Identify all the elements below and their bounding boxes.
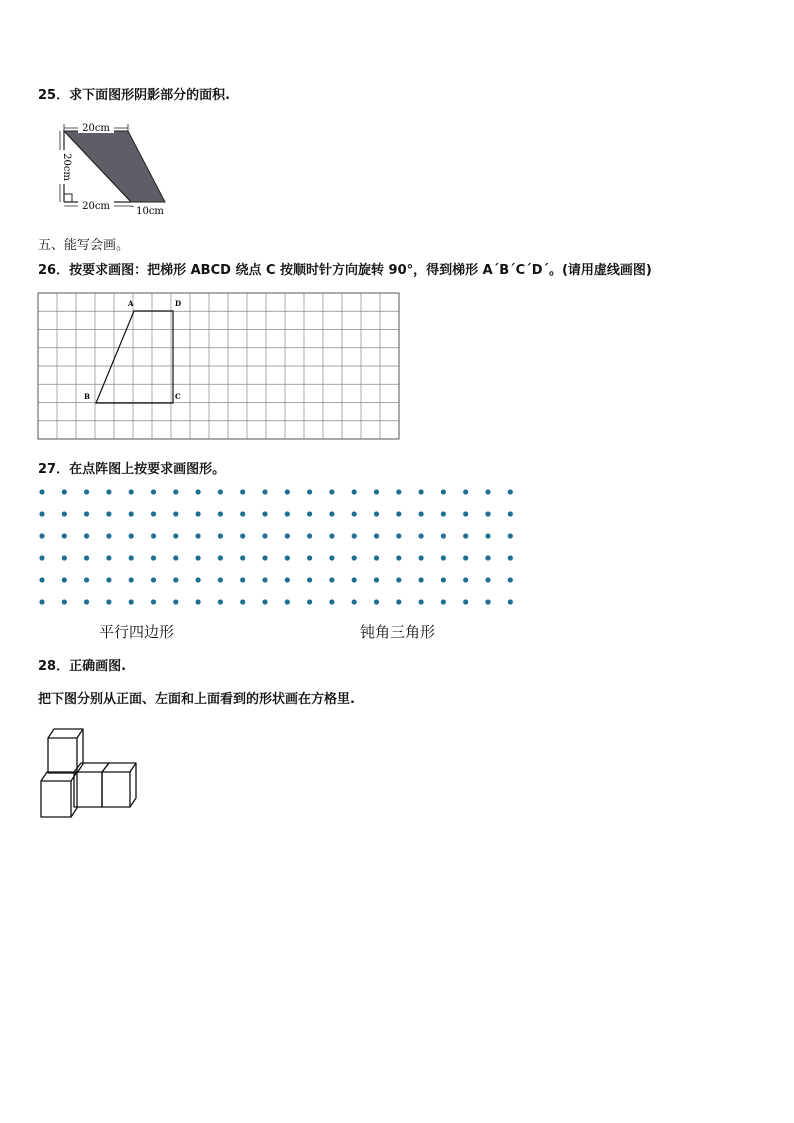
lattice-dot [218,555,223,560]
dot-lattice [30,484,520,610]
lattice-dot [307,555,312,560]
lattice-dot [285,599,290,604]
lattice-dot [441,511,446,516]
lattice-dot [151,555,156,560]
lattice-dot [196,555,201,560]
lattice-dot [329,555,334,560]
lattice-dot [508,555,513,560]
cube-top-front [48,738,77,773]
lattice-dot [84,577,89,582]
lattice-dot [419,599,424,604]
lattice-dot [396,599,401,604]
lattice-dot [307,489,312,494]
lattice-dot [218,511,223,516]
lattice-dot [240,599,245,604]
lattice-dot [173,555,178,560]
label-extra: 10cm [136,206,164,216]
point-label-d: D [175,299,182,308]
lattice-dot [151,577,156,582]
caption-parallelogram: 平行四边形 [99,623,175,641]
lattice-dot [240,577,245,582]
shaded-region [64,131,165,202]
lattice-dot [196,577,201,582]
lattice-dot [62,577,67,582]
lattice-dot [106,489,111,494]
lattice-dot [262,533,267,538]
lattice-dot [173,511,178,516]
lattice-dot [106,555,111,560]
lattice-dot [218,577,223,582]
caption-obtuse-triangle: 钝角三角形 [360,623,436,641]
point-label-a: A [128,299,134,308]
lattice-dot [106,511,111,516]
lattice-dot [419,511,424,516]
cube-top-top [48,729,83,738]
section-5-heading: 五、能写会画。 [38,238,130,253]
cube-stack-figure [38,726,138,821]
question-28-instruction: 把下图分别从正面、左面和上面看到的形状画在方格里. [38,692,355,707]
lattice-dot [419,489,424,494]
lattice-dot [285,511,290,516]
lattice-dot [285,533,290,538]
lattice-dot [419,555,424,560]
lattice-dot [262,577,267,582]
lattice-dot [441,533,446,538]
lattice-dot [485,599,490,604]
lattice-dot [307,533,312,538]
lattice-dot [84,555,89,560]
lattice-dot [485,577,490,582]
lattice-dot [62,533,67,538]
lattice-dot [262,511,267,516]
lattice-dot [307,511,312,516]
lattice-dot [463,577,468,582]
lattice-dot [285,489,290,494]
lattice-dot [419,577,424,582]
lattice-dot [196,511,201,516]
lattice-dot [374,599,379,604]
lattice-dot [374,533,379,538]
question-26-title: 26．按要求画图：把梯形 ABCD 绕点 C 按顺时针方向旋转 90°，得到梯形 A´B´C´D´。(请用虚线画图) [38,263,652,278]
lattice-dot [285,555,290,560]
lattice-dot [307,577,312,582]
lattice-dot [396,577,401,582]
lattice-dot [463,555,468,560]
lattice-dot [352,599,357,604]
lattice-dot [463,511,468,516]
lattice-dot [62,555,67,560]
lattice-dot [218,533,223,538]
point-label-c: C [175,392,181,401]
lattice-dot [508,489,513,494]
grid-lines [38,293,399,439]
question-25-title: 25．求下面图形阴影部分的面积. [38,88,231,103]
lattice-dot [508,577,513,582]
lattice-dot [329,533,334,538]
lattice-dot [441,555,446,560]
lattice-dot [151,533,156,538]
lattice-dot [240,511,245,516]
lattice-dot [285,577,290,582]
lattice-dot [151,511,156,516]
lattice-dot [129,555,134,560]
lattice-dot [39,577,44,582]
lattice-dot [441,599,446,604]
question-28-title: 28．正确画图. [38,659,127,674]
cube-middle [74,772,102,807]
lattice-dot [151,599,156,604]
lattice-dot [329,577,334,582]
lattice-dot [396,489,401,494]
lattice-dot [329,511,334,516]
lattice-dot [39,555,44,560]
lattice-dot [352,511,357,516]
lattice-dot [84,489,89,494]
lattice-dot [173,533,178,538]
lattice-dot [39,489,44,494]
lattice-dot [463,533,468,538]
lattice-dot [508,533,513,538]
lattice-dot [262,599,267,604]
lattice-dot [419,533,424,538]
lattice-dot [240,489,245,494]
lattice-dot [62,489,67,494]
cube-front-left [41,781,71,817]
lattice-dot [508,599,513,604]
lattice-dot [196,599,201,604]
lattice-dot [240,555,245,560]
lattice-dot [352,533,357,538]
lattice-dot [485,511,490,516]
lattice-dot [463,489,468,494]
lattice-dot [106,599,111,604]
lattice-dot [262,489,267,494]
lattice-dot [240,533,245,538]
lattice-dot [84,599,89,604]
lattice-dot [39,533,44,538]
lattice-dot [129,489,134,494]
lattice-dot [84,533,89,538]
lattice-dot [352,577,357,582]
lattice-dot [508,511,513,516]
lattice-dot [196,533,201,538]
label-top: 20cm [82,123,110,134]
label-left: 20cm [61,153,72,181]
lattice-dot [62,511,67,516]
lattice-dot [173,577,178,582]
lattice-dot [485,533,490,538]
lattice-dot [218,599,223,604]
lattice-dot [129,599,134,604]
lattice-dot [62,599,67,604]
lattice-dot [374,489,379,494]
point-label-b: B [84,392,90,401]
lattice-dot [463,599,468,604]
lattice-dot [329,489,334,494]
lattice-dot [374,511,379,516]
lattice-dot [173,599,178,604]
trapezoid-abcd [96,311,173,403]
lattice-dot [129,511,134,516]
lattice-dot [129,577,134,582]
lattice-dot [441,577,446,582]
lattice-dot [218,489,223,494]
lattice-dot [173,489,178,494]
lattice-dot [39,599,44,604]
lattice-dot [106,533,111,538]
lattice-dot [441,489,446,494]
lattice-dot [396,555,401,560]
lattice-dot [374,555,379,560]
lattice-dot [307,599,312,604]
right-angle-mark [64,194,72,202]
lattice-dot [396,533,401,538]
lattice-dot [485,555,490,560]
shaded-trapezoid-figure [40,118,170,216]
lattice-dot [329,599,334,604]
lattice-dot [485,489,490,494]
lattice-dot [84,511,89,516]
question-27-title: 27．在点阵图上按要求画图形。 [38,462,226,477]
lattice-dot [352,489,357,494]
lattice-dot [262,555,267,560]
lattice-dot [151,489,156,494]
lattice-dot [39,511,44,516]
label-bottom: 20cm [82,201,110,212]
lattice-dot [106,577,111,582]
lattice-dot [129,533,134,538]
cube-right [102,772,130,807]
lattice-dot [352,555,357,560]
lattice-dot [196,489,201,494]
lattice-dot [396,511,401,516]
lattice-dot [374,577,379,582]
square-grid [36,290,402,442]
